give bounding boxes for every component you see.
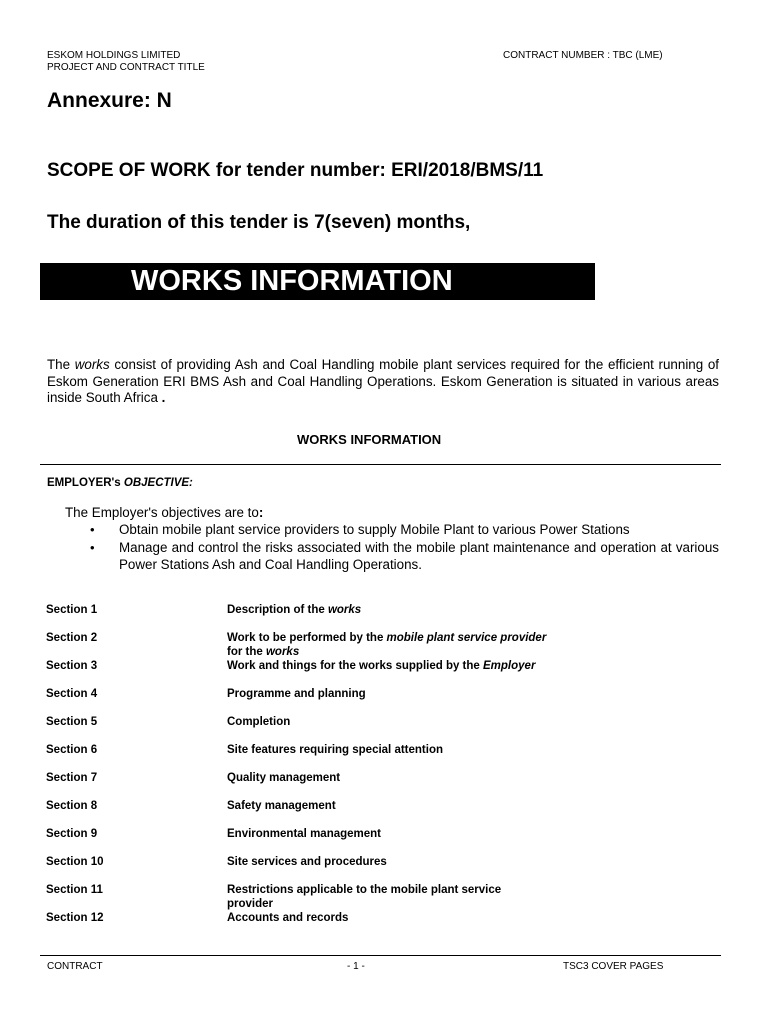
bullet-dot: •: [90, 522, 95, 537]
section-label: Section 8: [46, 800, 98, 812]
section-description: Environmental management: [227, 828, 382, 840]
duration-heading: The duration of this tender is 7(seven) months,: [47, 212, 471, 233]
section-description: Work to be performed by the mobile plant service provider for the works: [227, 632, 547, 658]
section-label: Section 11: [46, 884, 103, 896]
objective-lead-colon: :: [258, 505, 264, 520]
scope-title: SCOPE OF WORK for tender number: ERI/2018/BMS/11: [47, 160, 544, 181]
footer-right: TSC3 COVER PAGES: [563, 961, 664, 972]
section-label: Section 7: [46, 772, 98, 784]
works-info-heading: WORKS INFORMATION: [297, 432, 442, 447]
section-label: Section 1: [46, 604, 98, 616]
section-description: Safety management: [227, 800, 336, 812]
section-divider: [40, 464, 721, 465]
annexure-title: Annexure: N: [47, 89, 172, 112]
objective-lead-text: The Employer's objectives are to: [65, 505, 259, 520]
objective-lead: [65, 505, 263, 522]
section-description: Site features requiring special attention: [227, 744, 443, 756]
objective-label-italic: OBJECTIVE:: [123, 477, 193, 489]
section-label: Section 4: [46, 688, 98, 700]
objective-label-text: EMPLOYER's: [47, 477, 124, 489]
section-description: Programme and planning: [227, 688, 366, 700]
objective-bullet: Manage and control the risks associated with the mobile plant maintenance and operation at various Power Stations Ash and Coal Handling Operations.: [119, 540, 719, 572]
bullet-dot: •: [90, 540, 95, 555]
page-number: - 1 -: [347, 961, 365, 972]
section-description: Work and things for the works supplied by the Employer: [227, 660, 536, 672]
section-description: Accounts and records: [227, 912, 349, 924]
intro-works: works: [74, 357, 110, 372]
objective-bullet: Obtain mobile plant service providers to supply Mobile Plant to various Power Stations: [119, 522, 630, 537]
footer-left: CONTRACT: [47, 961, 103, 972]
section-description: Description of the works: [227, 604, 362, 616]
section-label: Section 2: [46, 632, 98, 644]
section-description: Quality management: [227, 772, 341, 784]
intro-end: .: [161, 390, 166, 405]
section-label: Section 6: [46, 744, 98, 756]
section-label: Section 10: [46, 856, 104, 868]
intro-text-1: The: [47, 357, 75, 372]
project-title: PROJECT AND CONTRACT TITLE: [47, 62, 205, 73]
section-description: Restrictions applicable to the mobile plant service provider: [227, 884, 502, 910]
section-label: Section 9: [46, 828, 98, 840]
intro-paragraph: [47, 357, 719, 407]
section-description: Site services and procedures: [227, 856, 387, 868]
section-description: Completion: [227, 716, 291, 728]
objective-label: [47, 477, 193, 489]
intro-text-2: consist of providing Ash and Coal Handling mobile plant services required for the efficient running of Eskom Generation ERI BMS Ash and Coal Handling Operations. Eskom Generation is situated in various areas inside South Africa: [47, 357, 720, 405]
section-label: Section 12: [46, 912, 104, 924]
company-name: ESKOM HOLDINGS LIMITED: [47, 50, 181, 61]
section-label: Section 3: [46, 660, 98, 672]
contract-number: CONTRACT NUMBER : TBC (LME): [503, 50, 663, 61]
section-label: Section 5: [46, 716, 98, 728]
banner-text: WORKS INFORMATION: [131, 265, 453, 297]
works-information-banner: [40, 263, 595, 300]
footer-divider: [40, 955, 721, 956]
